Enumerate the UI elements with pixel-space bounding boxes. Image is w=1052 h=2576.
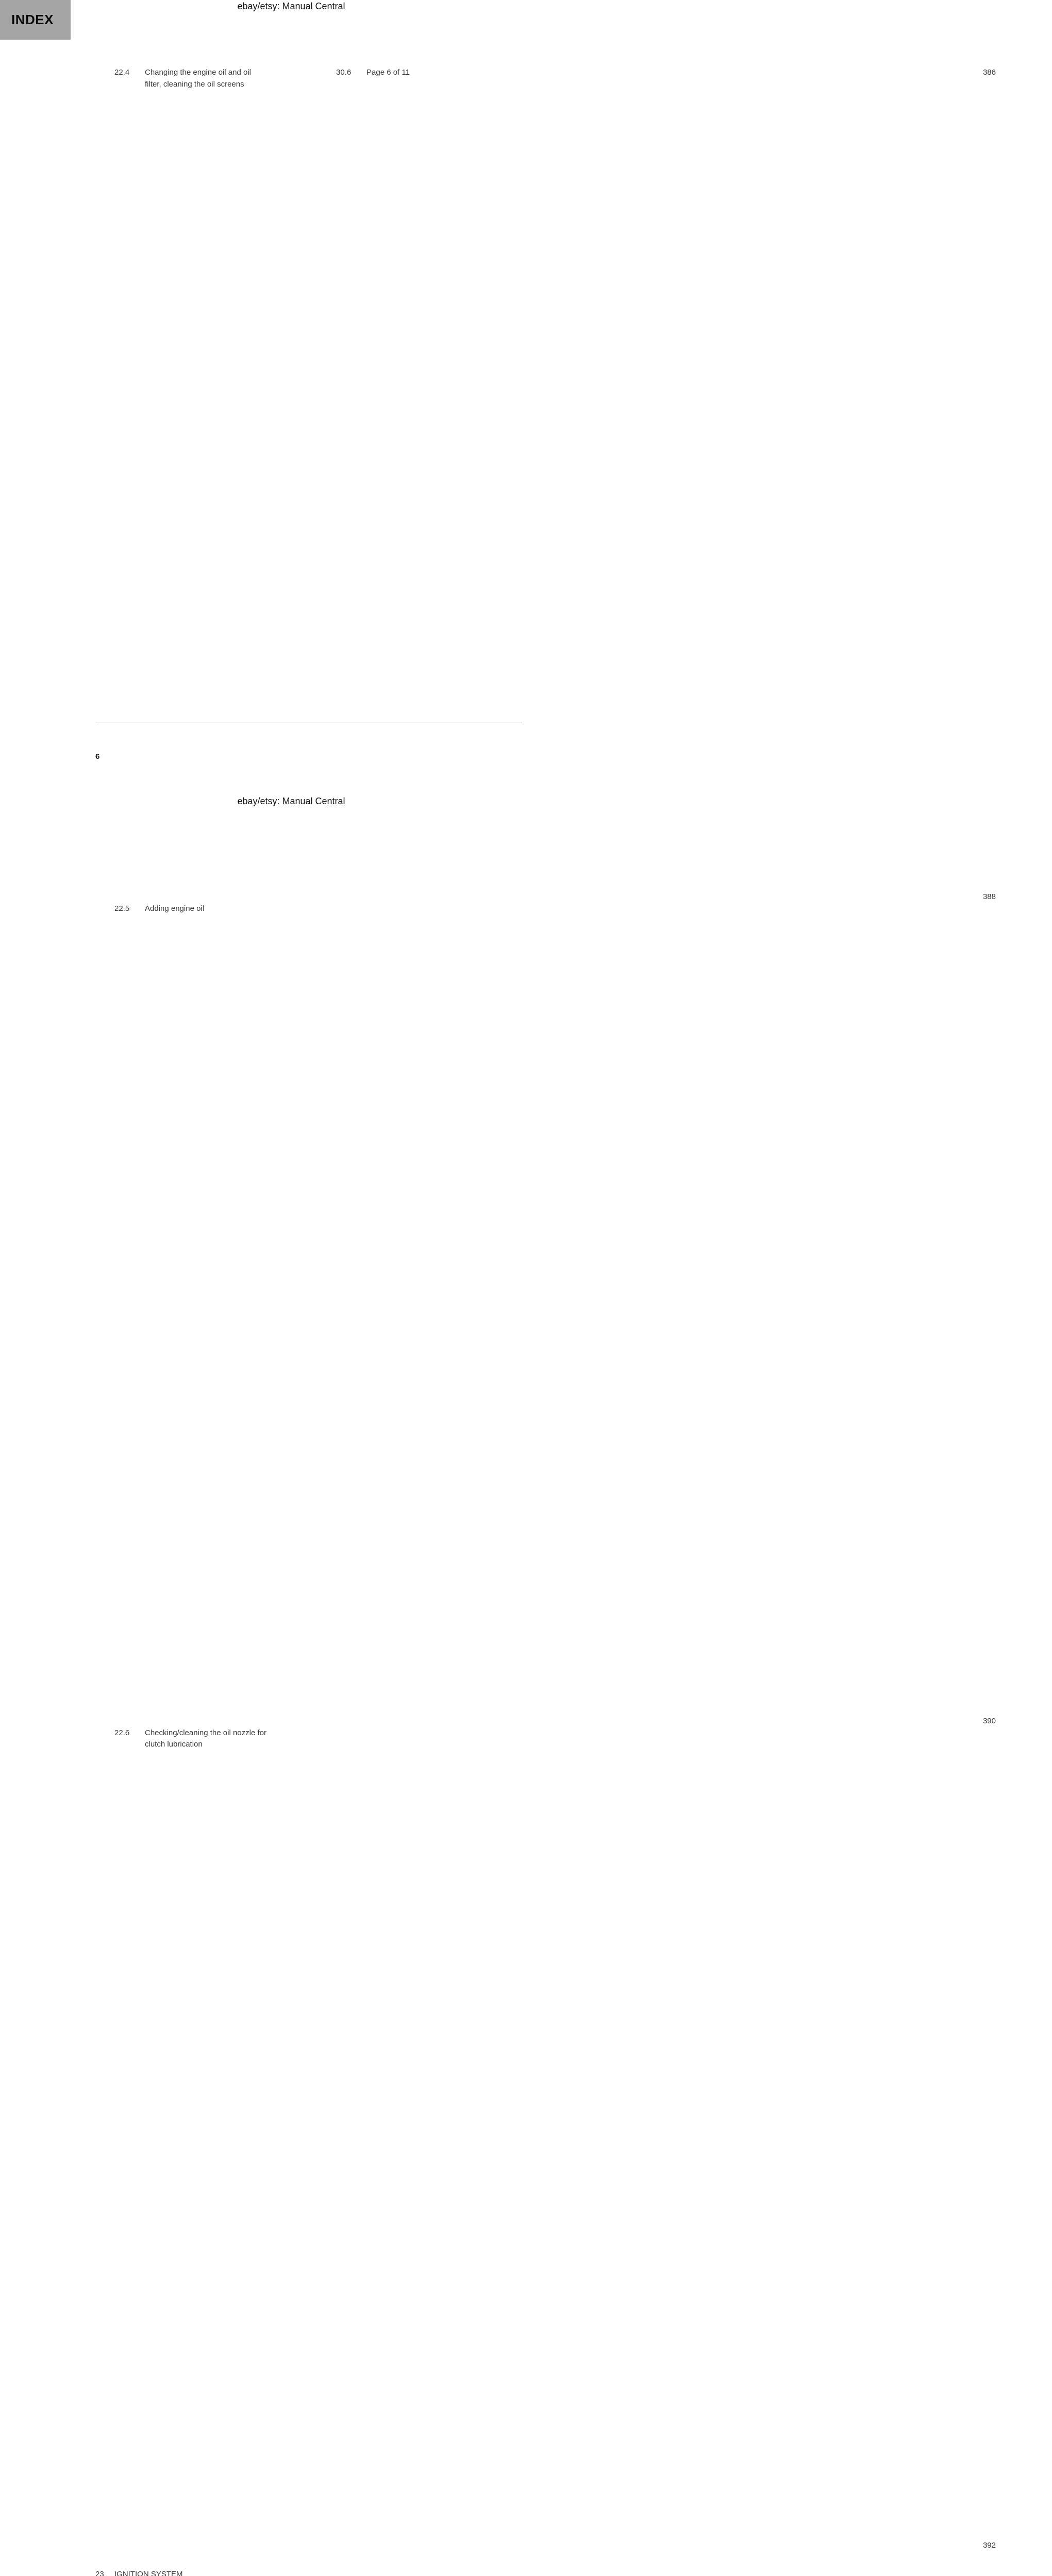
toc-entry-number: 23 bbox=[95, 2570, 104, 2576]
toc-entry-body bbox=[114, 2569, 300, 2576]
toc-entry-page: 388 bbox=[413, 891, 996, 1716]
toc-entry-lastline bbox=[145, 79, 300, 903]
toc-entry-lastline bbox=[114, 2569, 300, 2576]
toc-entry-title-line: Changing the engine oil and oil bbox=[145, 68, 251, 77]
toc-entry-number: 22.5 bbox=[114, 904, 130, 913]
toc-entry[interactable] bbox=[95, 1727, 300, 2564]
toc-entry-body bbox=[145, 1727, 300, 2564]
toc-left-column bbox=[95, 67, 300, 2576]
page-header-title: ebay/etsy: Manual Central bbox=[237, 1, 345, 11]
table-of-contents bbox=[95, 67, 996, 2576]
toc-entry[interactable] bbox=[95, 903, 300, 1727]
toc-entry-title: clutch lubrication bbox=[145, 1740, 203, 1749]
toc-chapter-entry[interactable] bbox=[95, 2569, 300, 2576]
toc-entry-title-line: Checking/cleaning the oil nozzle for bbox=[145, 1728, 266, 1737]
toc-entry-page: 386 bbox=[413, 67, 996, 891]
toc-entry-title: Adding engine oil bbox=[145, 904, 205, 913]
toc-entry-page: 392 bbox=[413, 2540, 996, 2576]
toc-entry-page: 390 bbox=[413, 1716, 996, 2540]
index-tab bbox=[0, 0, 71, 40]
toc-entry-title: Page 6 of 11 bbox=[366, 68, 410, 77]
toc-entry-body bbox=[145, 903, 300, 1727]
toc-entry-title: filter, cleaning the oil screens bbox=[145, 79, 244, 89]
toc-entry-number: 30.6 bbox=[336, 68, 352, 77]
toc-entry-number: 22.6 bbox=[114, 1728, 130, 1737]
toc-entry[interactable] bbox=[95, 67, 300, 903]
toc-entry-lastline bbox=[145, 1739, 300, 2563]
page-number: 6 bbox=[95, 752, 100, 761]
toc-entry-number: 22.4 bbox=[114, 68, 130, 77]
toc-entry-title: IGNITION SYSTEM bbox=[114, 2570, 183, 2576]
toc-entry-body bbox=[145, 67, 300, 903]
index-tab-label: INDEX bbox=[11, 12, 54, 27]
toc-entry-lastline bbox=[145, 903, 300, 1727]
page-footer-title: ebay/etsy: Manual Central bbox=[237, 796, 345, 806]
